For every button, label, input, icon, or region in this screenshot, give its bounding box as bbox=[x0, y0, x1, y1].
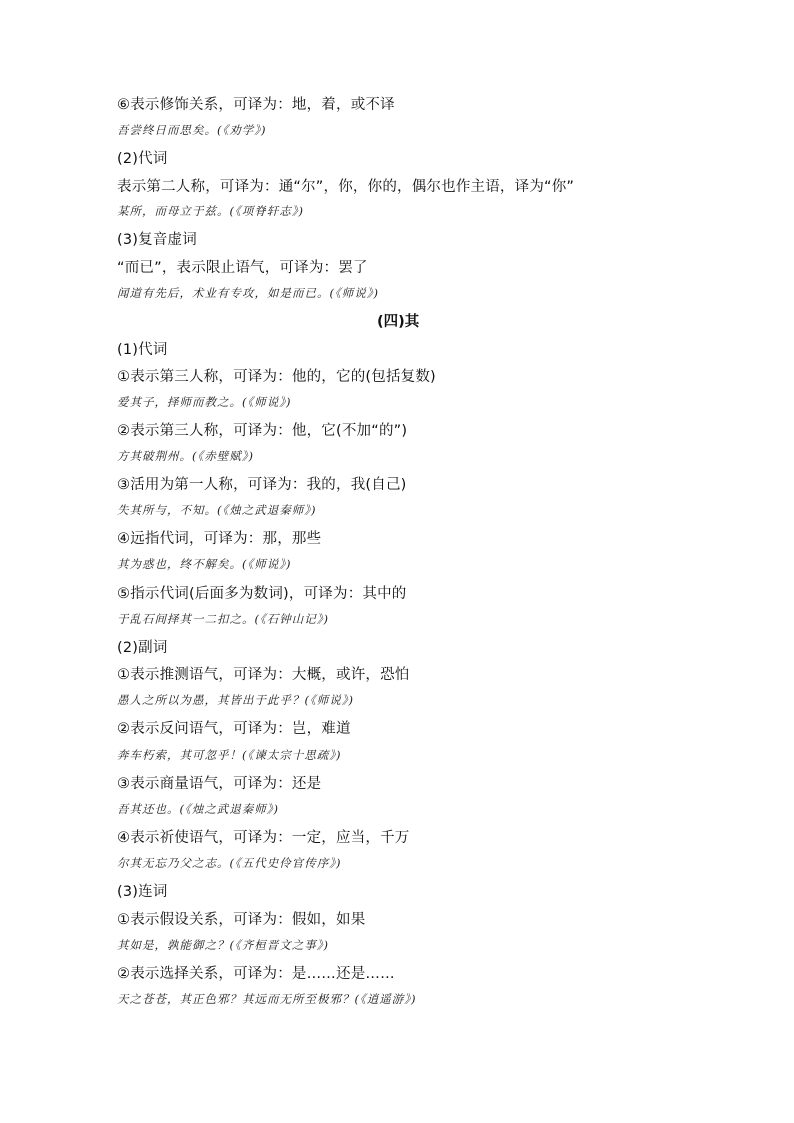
section-heading: (2)副词 bbox=[117, 640, 168, 656]
definition-line: “而已”，表示限止语气，可译为：罢了 bbox=[117, 260, 368, 276]
definition-line: 表示第二人称，可译为：通“尔”，你，你的，偶尔也作主语，译为“你” bbox=[117, 179, 575, 195]
definition-line: ④远指代词，可译为：那，那些 bbox=[117, 531, 322, 547]
definition-line: ①表示推测语气，可译为：大概，或许，恐怕 bbox=[117, 667, 410, 683]
example-sentence: 爱其子，择师而教之。(《师说》) bbox=[117, 395, 292, 409]
chapter-heading: (四)其 bbox=[377, 314, 420, 330]
definition-line: ②表示反问语气，可译为：岂，难道 bbox=[117, 721, 351, 737]
section-heading: (3)复音虚词 bbox=[117, 232, 197, 248]
example-sentence: 尔其无忘乃父之志。(《五代史伶官传序》) bbox=[117, 856, 342, 870]
definition-line: ①表示假设关系，可译为：假如，如果 bbox=[117, 912, 366, 928]
definition-line: ③表示商量语气，可译为：还是 bbox=[117, 776, 322, 792]
definition-line: ⑤指示代词(后面多为数词)，可译为：其中的 bbox=[117, 586, 407, 602]
definition-line: ②表示选择关系，可译为：是……还是…… bbox=[117, 966, 395, 982]
example-sentence: 吾其还也。(《烛之武退秦师》) bbox=[117, 802, 279, 816]
example-sentence: 方其破荆州。(《赤壁赋》) bbox=[117, 449, 254, 463]
section-heading: (1)代词 bbox=[117, 342, 168, 358]
definition-line: ④表示祈使语气，可译为：一定，应当，千万 bbox=[117, 830, 410, 846]
example-sentence: 其如是，孰能御之？(《齐桓晋文之事》) bbox=[117, 938, 329, 952]
example-sentence: 闻道有先后，术业有专攻，如是而已。(《师说》) bbox=[117, 286, 379, 300]
example-sentence: 天之苍苍，其正色邪？其远而无所至极邪？(《逍遥游》) bbox=[117, 992, 417, 1006]
definition-line: ②表示第三人称，可译为：他，它(不加“的”) bbox=[117, 423, 408, 439]
section-heading: (2)代词 bbox=[117, 151, 168, 167]
example-sentence: 愚人之所以为愚，其皆出于此乎？(《师说》) bbox=[117, 693, 354, 707]
example-sentence: 于乱石间择其一二扣之。(《石钟山记》) bbox=[117, 612, 329, 626]
example-sentence: 其为惑也，终不解矣。(《师说》) bbox=[117, 557, 292, 571]
example-sentence: 某所，而母立于兹。(《项脊轩志》) bbox=[117, 204, 304, 218]
example-sentence: 奔车朽索，其可忽乎！(《谏太宗十思疏》) bbox=[117, 748, 342, 762]
section-heading: (3)连词 bbox=[117, 884, 168, 900]
example-sentence: 失其所与，不知。(《烛之武退秦师》) bbox=[117, 503, 317, 517]
example-sentence: 吾尝终日而思矣。(《劝学》) bbox=[117, 123, 267, 137]
definition-line: ③活用为第一人称，可译为：我的，我(自己) bbox=[117, 477, 407, 493]
definition-line: ①表示第三人称，可译为：他的，它的(包括复数) bbox=[117, 369, 436, 385]
definition-line: ⑥表示修饰关系，可译为：地，着，或不译 bbox=[117, 97, 395, 113]
